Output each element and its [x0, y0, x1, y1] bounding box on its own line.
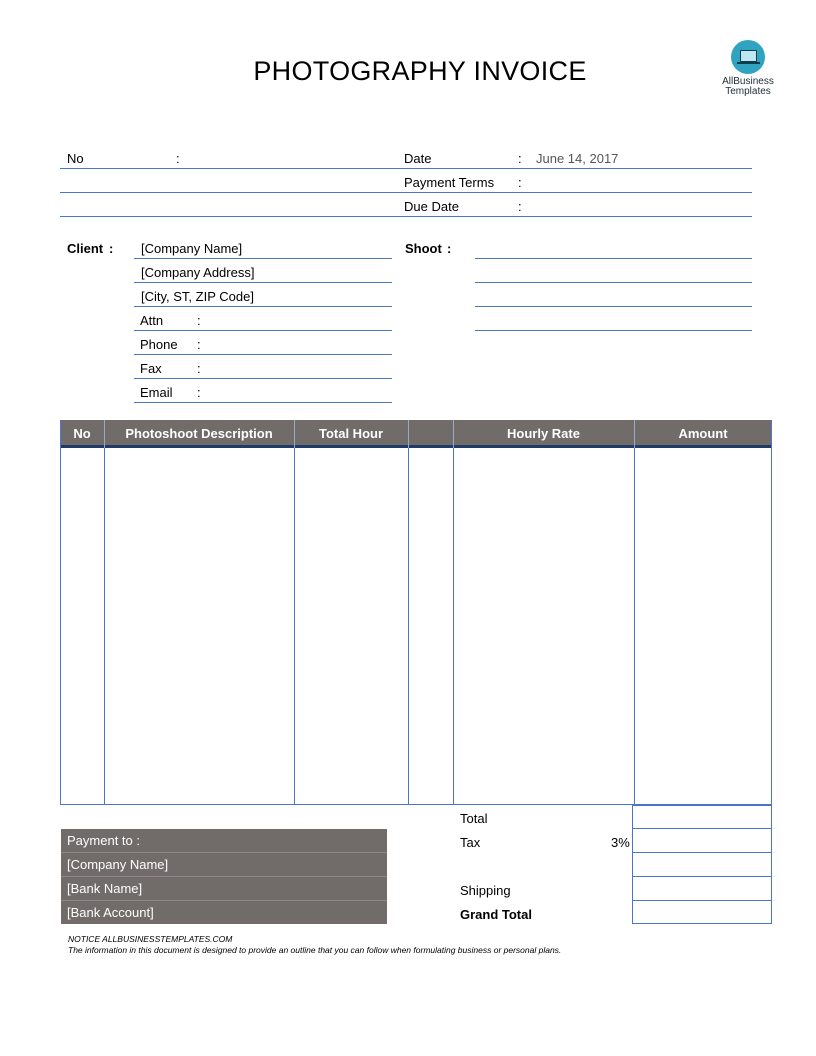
header-separator-1	[104, 420, 105, 448]
client-rule-2	[134, 282, 392, 283]
notice-heading: NOTICE ALLBUSINESSTEMPLATES.COM	[68, 934, 233, 944]
col-header-no: No	[73, 426, 91, 441]
payment-bank-name[interactable]: [Bank Name]	[61, 877, 387, 901]
items-table-header	[60, 420, 772, 448]
table-col-line-3	[408, 448, 409, 805]
shipping-label: Shipping	[460, 883, 511, 898]
payment-title: Payment to :	[61, 829, 387, 853]
client-rule-4	[134, 330, 392, 331]
col-header-blank	[408, 420, 453, 448]
client-colon: :	[109, 241, 114, 256]
grand-total-value-cell[interactable]	[632, 900, 772, 924]
payment-terms-label: Payment Terms	[404, 175, 495, 190]
description-cell-area[interactable]	[105, 449, 294, 804]
logo-text-line1: AllBusiness	[722, 76, 774, 87]
shoot-rule-2	[475, 282, 752, 283]
header-rule-3	[60, 216, 752, 217]
header-rule-2	[60, 192, 752, 193]
shoot-rule-1	[475, 258, 752, 259]
subtotal-value-cell[interactable]	[632, 852, 772, 877]
header-separator-4	[453, 420, 454, 448]
client-rule-3	[134, 306, 392, 307]
shoot-label: Shoot	[405, 241, 442, 256]
client-company[interactable]: [Company Name]	[141, 241, 243, 256]
shoot-colon: :	[447, 241, 452, 256]
header-separator-3	[408, 420, 409, 448]
client-address[interactable]: [Company Address]	[141, 265, 255, 280]
shipping-value-cell[interactable]	[632, 876, 772, 901]
client-city[interactable]: [City, ST, ZIP Code]	[141, 289, 254, 304]
notice-text: The information in this document is designed to provide an outline that you can follow when formulating business or personal plans.	[68, 945, 562, 955]
col-header-hourly-rate: Hourly Rate	[507, 426, 580, 441]
laptop-icon	[740, 50, 757, 62]
laptop-base-icon	[737, 62, 760, 64]
date-label: Date	[404, 151, 432, 166]
grand-total-label: Grand Total	[460, 907, 532, 922]
payment-box	[61, 829, 387, 924]
payment-company[interactable]: [Company Name]	[61, 853, 387, 877]
invoice-title: PHOTOGRAPHY INVOICE	[253, 56, 587, 86]
tax-label: Tax	[460, 835, 481, 850]
client-rule-5	[134, 354, 392, 355]
col-header-total-hour: Total Hour	[318, 426, 384, 441]
phone-colon: :	[197, 337, 201, 352]
brand-logo	[718, 40, 778, 97]
header-separator-5	[634, 420, 635, 448]
fax-colon: :	[197, 361, 201, 376]
shoot-rule-4	[475, 330, 752, 331]
due-date-label: Due Date	[404, 199, 459, 214]
no-label: No	[67, 151, 84, 166]
table-col-line-4	[453, 448, 454, 805]
total-value-cell[interactable]	[632, 805, 772, 829]
col-header-description: Photoshoot Description	[125, 426, 273, 441]
table-border-right	[771, 420, 772, 805]
phone-label: Phone	[140, 337, 178, 352]
header-separator-2	[294, 420, 295, 448]
tax-rate: 3%	[611, 835, 630, 850]
tax-value-cell[interactable]	[632, 828, 772, 853]
table-border-left	[60, 420, 61, 805]
header-rule-1	[60, 168, 752, 169]
shoot-rule-3	[475, 306, 752, 307]
no-colon: :	[176, 151, 180, 166]
date-colon: :	[518, 151, 522, 166]
payment-bank-account[interactable]: [Bank Account]	[67, 905, 154, 920]
date-value[interactable]: June 14, 2017	[536, 151, 619, 166]
attn-label: Attn	[140, 313, 164, 328]
table-col-line-2	[294, 448, 295, 805]
email-label: Email	[140, 385, 173, 400]
attn-colon: :	[197, 313, 201, 328]
col-header-amount: Amount	[678, 426, 728, 441]
logo-text-line2: Templates	[725, 86, 771, 97]
client-rule-1	[134, 258, 392, 259]
logo-circle	[731, 40, 765, 74]
due-colon: :	[518, 199, 522, 214]
total-label: Total	[460, 811, 488, 826]
fax-label: Fax	[140, 361, 162, 376]
table-col-line-5	[634, 448, 635, 805]
client-label: Client	[67, 241, 104, 256]
email-colon: :	[197, 385, 201, 400]
client-rule-7	[134, 402, 392, 403]
terms-colon: :	[518, 175, 522, 190]
client-rule-6	[134, 378, 392, 379]
